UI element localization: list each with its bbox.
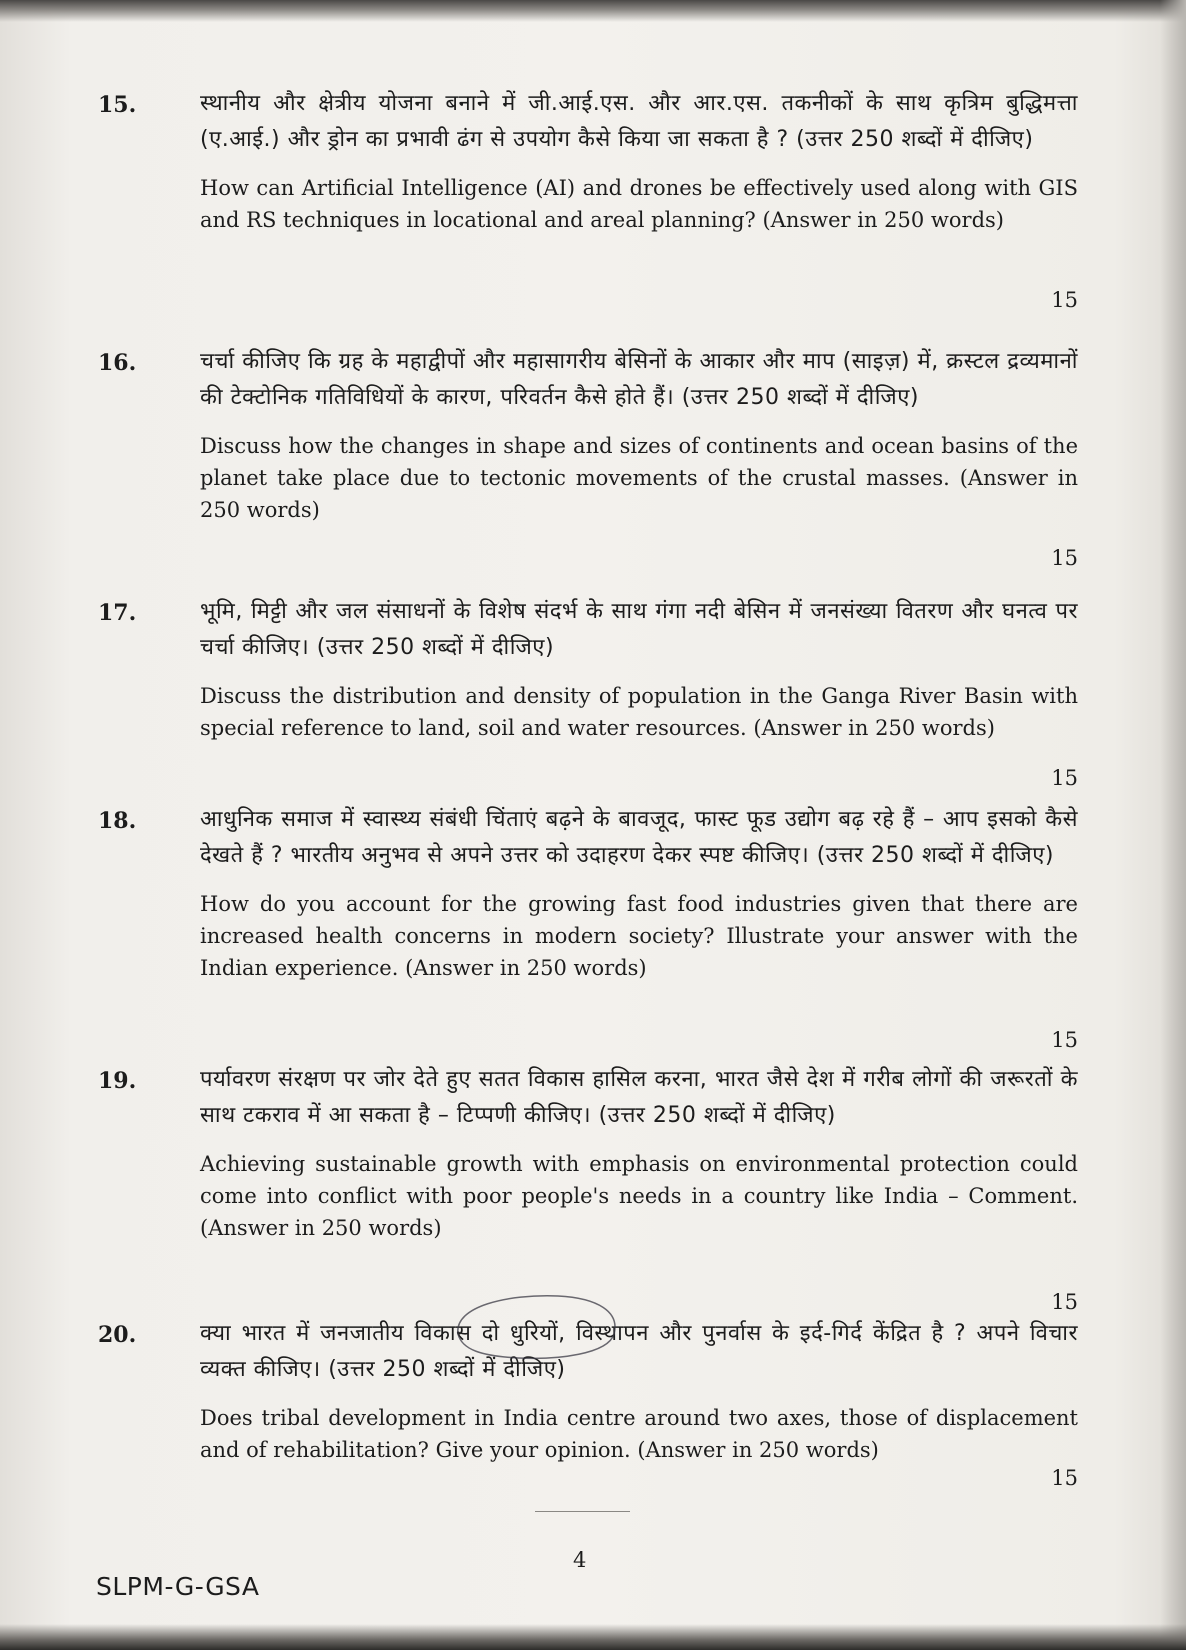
question-marks: 15 [1051,1028,1078,1052]
question-body [200,86,1078,236]
question-text-english: How do you account for the growing fast food industries given that there are increased health concerns in modern society? Illustrate your answer with the Indian experience. (Answer in 250 words) [200,892,1078,980]
question-text-english: Achieving sustainable growth with emphasis on environmental protection could come into conflict with poor people's needs in a country like India – Comment. (Answer in 250 words) [200,1152,1078,1240]
question-text-english: Discuss the distribution and density of population in the Ganga River Basin with special reference to land, soil and water resources. (Answer in 250 words) [200,684,1078,740]
question-body [200,802,1078,984]
question-text-english: How can Artificial Intelligence (AI) and drones be effectively used along with GIS and RS techniques in locational and areal planning? (Answer in 250 words) [200,176,1078,232]
question-text-english: Does tribal development in India centre around two axes, those of displacement and of rehabilitation? Give your opinion. (Answer in 250 words) [200,1406,1078,1462]
question-number: 20. [98,1322,137,1348]
page-right-shadow [1160,0,1186,1650]
question-marks: 15 [1051,766,1078,790]
question-body [200,594,1078,744]
question-text-hindi: भूमि, मिट्टी और जल संसाधनों के विशेष संदर्भ के साथ गंगा नदी बेसिन में जनसंख्या वितरण और घनत्व पर चर्चा कीजिए। (उत्तर 250 शब्दों में दीजिए) [200,599,1078,660]
page-number: 4 [573,1548,587,1572]
question-marks: 15 [1051,546,1078,570]
question-number: 17. [98,600,137,626]
question-marks: 15 [1051,1290,1078,1314]
question-text-hindi: चर्चा कीजिए कि ग्रह के महाद्वीपों और महासागरीय बेसिनों के आकार और माप (साइज़) में, क्रस्टल द्रव्यमानों की टेक्टोनिक गतिविधियों के कारण, परिवर्तन कैसे होते हैं। (उत्तर 250 शब्दों में दीजिए) [200,349,1078,410]
question-text-hindi: क्या भारत में जनजातीय विकास दो धुरियों, विस्थापन और पुनर्वास के इर्द-गिर्द केंद्रित है ? अपने विचार व्यक्त कीजिए। (उत्तर 250 शब्दों में दीजिए) [200,1321,1078,1382]
question-text-hindi: स्थानीय और क्षेत्रीय योजना बनाने में जी.आई.एस. और आर.एस. तकनीकों के साथ कृत्रिम बुद्धिमत्ता (ए.आई.) और ड्रोन का प्रभावी ढंग से उपयोग कैसे किया जा सकता है ? (उत्तर 250 शब्दों में दीजिए) [200,91,1078,152]
question-marks: 15 [1051,288,1078,312]
question-number: 18. [98,808,137,834]
question-body [200,1062,1078,1244]
question-number: 16. [98,350,137,376]
question-text-hindi: पर्यावरण संरक्षण पर जोर देते हुए सतत विकास हासिल करना, भारत जैसे देश में गरीब लोगों की जरूरतों के साथ टकराव में आ सकता है – टिप्पणी कीजिए। (उत्तर 250 शब्दों में दीजिए) [200,1067,1078,1128]
question-text-hindi: आधुनिक समाज में स्वास्थ्य संबंधी चिंताएं बढ़ने के बावजूद, फास्ट फूड उद्योग बढ़ रहे हैं – आप इसको कैसे देखते हैं ? भारतीय अनुभव से अपने उत्तर को उदाहरण देकर स्पष्ट कीजिए। (उत्तर 250 शब्दों में दीजिए) [200,807,1078,868]
paper-code: SLPM-G-GSA [96,1572,260,1601]
question-number: 15. [98,92,137,118]
question-number: 19. [98,1068,137,1094]
footer-divider [535,1511,630,1512]
page-top-shadow [0,0,1186,22]
question-text-english: Discuss how the changes in shape and sizes of continents and ocean basins of the planet take place due to tectonic movements of the crustal masses. (Answer in 250 words) [200,434,1078,522]
question-body [200,344,1078,526]
question-marks: 15 [1051,1466,1078,1490]
page-bottom-shadow [0,1624,1186,1650]
question-body [200,1316,1078,1466]
